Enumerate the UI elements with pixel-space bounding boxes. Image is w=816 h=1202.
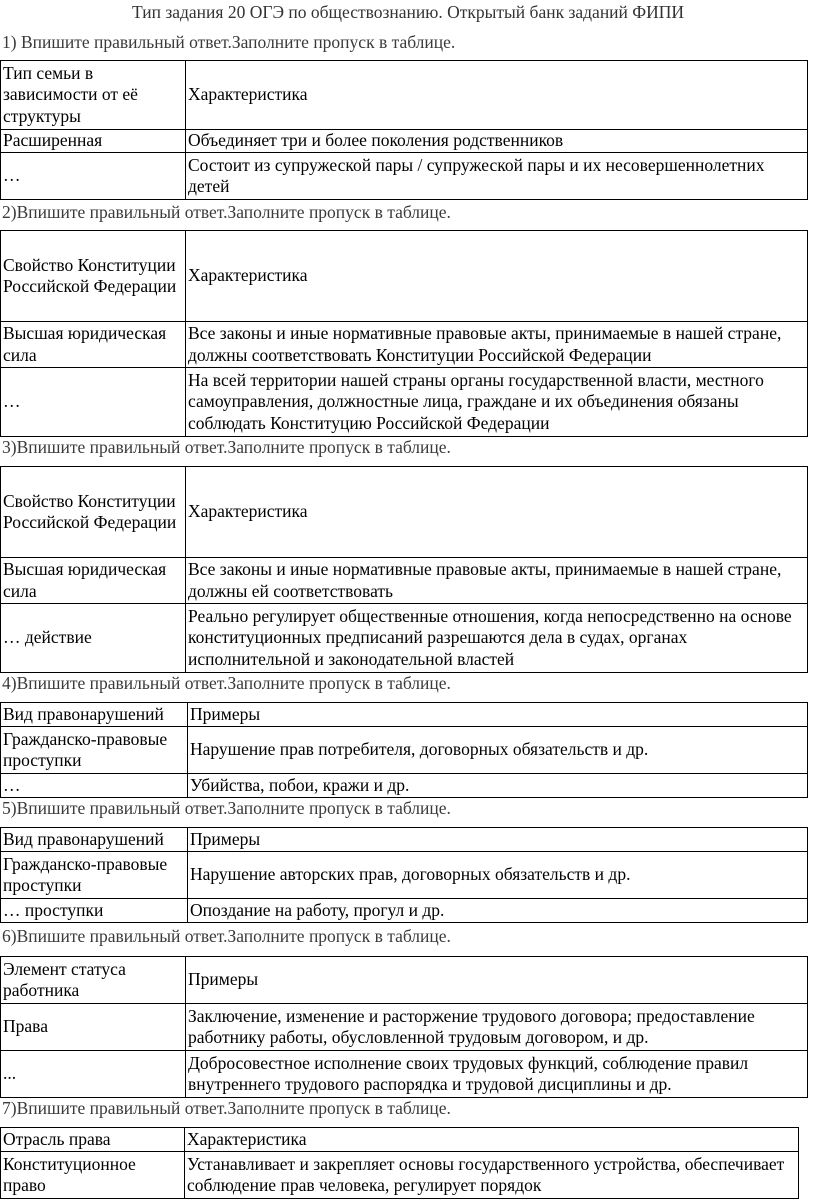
table-row bbox=[1, 899, 808, 923]
table-cell: Устанавливает и закрепляет основы государственного устройства, обеспечивает соблюдение прав человека, регулирует порядок bbox=[185, 1152, 799, 1199]
task-2-instruction: 2)Впишите правильный ответ.Заполните пропуск в таблице. bbox=[2, 202, 451, 222]
header-cell: Тип семьи в зависимости от её структуры bbox=[1, 61, 186, 130]
task-7-table bbox=[0, 1127, 799, 1199]
table-cell: Реально регулирует общественные отношения, когда непосредственно на основе конституционных предписаний разрешаются дела в судах, органах исполнительной и законодательной властей bbox=[186, 604, 808, 673]
table-header-row bbox=[1, 703, 808, 727]
header-cell: Примеры bbox=[188, 703, 808, 727]
table-cell: На всей территории нашей страны органы государственной власти, местного самоуправления, должностные лица, граждане и их объединения обязаны соблюдать Конституцию Российской Федерации bbox=[186, 368, 808, 437]
table-cell: Высшая юридическая сила bbox=[1, 322, 186, 368]
header-cell: Свойство Конституции Российской Федерации bbox=[1, 231, 186, 322]
table-cell: Добросовестное исполнение своих трудовых функций, соблюдение правил внутреннего трудового распорядка и трудовой дисциплины и др. bbox=[186, 1051, 808, 1098]
table-row bbox=[1, 774, 808, 798]
table-cell: Объединяет три и более поколения родственников bbox=[186, 130, 808, 153]
page-title: Тип задания 20 ОГЭ по обществознанию. Открытый банк заданий ФИПИ bbox=[131, 2, 685, 22]
table-cell: Конституционное право bbox=[1, 1152, 185, 1199]
table-row bbox=[1, 153, 808, 200]
header-cell: Вид правонарушений bbox=[1, 703, 188, 727]
table-cell: Высшая юридическая сила bbox=[1, 558, 186, 604]
header-cell: Элемент статуса работника bbox=[1, 957, 186, 1004]
table-cell: … bbox=[1, 368, 186, 437]
table-row bbox=[1, 322, 808, 368]
table-row bbox=[1, 1152, 799, 1199]
task-2-table bbox=[0, 230, 808, 437]
table-row bbox=[1, 558, 808, 604]
header-cell: Характеристика bbox=[186, 61, 808, 130]
table-header-row bbox=[1, 1128, 799, 1152]
header-cell: Характеристика bbox=[186, 231, 808, 322]
header-cell: Характеристика bbox=[185, 1128, 799, 1152]
task-3-table bbox=[0, 466, 808, 673]
table-header-row bbox=[1, 957, 808, 1004]
table-row bbox=[1, 852, 808, 899]
task-4-instruction: 4)Впишите правильный ответ.Заполните пропуск в таблице. bbox=[2, 673, 451, 693]
table-cell: Права bbox=[1, 1004, 186, 1051]
table-cell: … действие bbox=[1, 604, 186, 673]
table-row bbox=[1, 1004, 808, 1051]
table-cell: ... bbox=[1, 1051, 186, 1098]
table-cell: Состоит из супружеской пары / супружеской пары и их несовершеннолетних детей bbox=[186, 153, 808, 200]
table-cell: … bbox=[1, 774, 188, 798]
task-1-table bbox=[0, 60, 808, 200]
task-6-instruction: 6)Впишите правильный ответ.Заполните пропуск в таблице. bbox=[2, 926, 451, 946]
table-row bbox=[1, 1051, 808, 1098]
table-row bbox=[1, 130, 808, 153]
table-cell: Все законы и иные нормативные правовые акты, принимаемые в нашей стране, должны соответствовать Конституции Российской Федерации bbox=[186, 322, 808, 368]
table-cell: Заключение, изменение и расторжение трудового договора; предоставление работнику работы, обусловленной трудовым договором, и др. bbox=[186, 1004, 808, 1051]
table-cell: Все законы и иные нормативные правовые акты, принимаемые в нашей стране, должны ей соответствовать bbox=[186, 558, 808, 604]
task-3-instruction: 3)Впишите правильный ответ.Заполните пропуск в таблице. bbox=[2, 437, 451, 457]
header-cell: Характеристика bbox=[186, 467, 808, 558]
header-cell: Вид правонарушений bbox=[1, 828, 188, 852]
header-cell: Примеры bbox=[188, 828, 808, 852]
table-cell: … bbox=[1, 153, 186, 200]
task-6-table bbox=[0, 956, 808, 1098]
task-1-instruction: 1) Впишите правильный ответ.Заполните пропуск в таблице. bbox=[2, 32, 456, 52]
task-7-instruction: 7)Впишите правильный ответ.Заполните пропуск в таблице. bbox=[2, 1098, 451, 1118]
table-cell: Убийства, побои, кражи и др. bbox=[188, 774, 808, 798]
table-cell: Нарушение авторских прав, договорных обязательств и др. bbox=[188, 852, 808, 899]
task-5-instruction: 5)Впишите правильный ответ.Заполните пропуск в таблице. bbox=[2, 798, 451, 818]
table-cell: Гражданско-правовые проступки bbox=[1, 727, 188, 774]
header-cell: Примеры bbox=[186, 957, 808, 1004]
table-header-row bbox=[1, 467, 808, 558]
task-5-table bbox=[0, 827, 808, 923]
table-cell: Нарушение прав потребителя, договорных обязательств и др. bbox=[188, 727, 808, 774]
table-header-row bbox=[1, 61, 808, 130]
table-cell: Опоздание на работу, прогул и др. bbox=[188, 899, 808, 923]
table-cell: … проступки bbox=[1, 899, 188, 923]
header-cell: Свойство Конституции Российской Федерации bbox=[1, 467, 186, 558]
table-header-row bbox=[1, 828, 808, 852]
table-row bbox=[1, 604, 808, 673]
header-cell: Отрасль права bbox=[1, 1128, 185, 1152]
table-row bbox=[1, 368, 808, 437]
table-header-row bbox=[1, 231, 808, 322]
table-row bbox=[1, 727, 808, 774]
table-cell: Гражданско-правовые проступки bbox=[1, 852, 188, 899]
task-4-table bbox=[0, 702, 808, 798]
table-cell: Расширенная bbox=[1, 130, 186, 153]
